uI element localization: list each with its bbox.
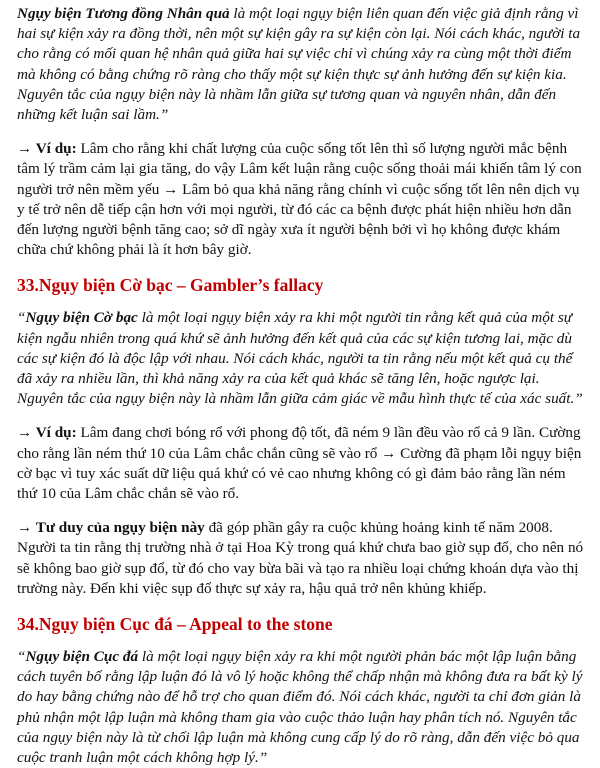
- section32-definition-text: là một loại ngụy biện liên quan đến việc giả định rằng vì hai sự kiện xảy ra đồng thời, nên một sự kiện gây ra sự kiện còn lại. Nói cách khác, người ta cho rằng có mối quan hệ nhân quả giữa hai sự việc chỉ vì chúng xảy ra cùng một thời điểm mà không có bằng chứng rõ ràng cho thấy một sự kiện thực sự ảnh hưởng đến sự kiện kia. Nguyên tắc của ngụy biện này là nhầm lẫn giữa sự tương quan và nguyên nhân, dẫn đến những kết luận sai lầm.”: [17, 5, 581, 124]
- section34-open-quote: “: [17, 648, 26, 666]
- section32-example-text: Lâm cho rằng khi chất lượng của cuộc sống tốt lên thì số lượng người mắc bệnh tâm lý trầm cảm lại gia tăng, do vậy Lâm kết luận rằng cuộc sống thoải mái khiến tâm lý con người trở nên mềm yếu → Lâm bỏ qua khả năng rằng chính vì cuộc sống tốt lên nên dịch vụ y tế trở nên dễ tiếp cận hơn với mọi người, từ đó các ca bệnh được phát hiện nhiều hơn dẫn đến lượng người bệnh tăng cao; sở dĩ ngày xưa ít người bệnh bởi vì họ không được khám chữa chứ không phải là ít hơn bây giờ.: [17, 140, 582, 259]
- section33-definition-text: là một loại ngụy biện xảy ra khi một người tin rằng kết quả của một sự kiện ngẫu nhiên trong quá khứ sẽ ảnh hưởng đến kết quả của các sự kiện tương lai, mặc dù các sự kiện đó là độc lập với nhau. Nói cách khác, người ta tin rằng nếu một kết quả cụ thể đã xảy ra nhiều lần, thì khả năng xảy ra của kết quả khác sẽ tăng lên, hoặc ngược lại. Nguyên tắc của ngụy biện này là nhầm lẫn giữa cảm giác về mẫu hình thực tế của xác suất.”: [17, 309, 583, 408]
- section32-term: Ngụy biện Tương đồng Nhân quả: [17, 5, 230, 22]
- section33-example-text: Lâm đang chơi bóng rổ với phong độ tốt, đã ném 9 lần đều vào rổ cả 9 lần. Cường cho rằng lần ném thứ 10 của Lâm chắc chắn cũng sẽ vào rổ → Cường đã phạm lỗi ngụy biện cờ bạc vì tuy xác suất dữ liệu quá khứ có vẻ cao nhưng không có gì đảm bảo rằng lần ném thứ 10 của Lâm chắc chắn sẽ vào rổ.: [17, 424, 582, 503]
- section33-realworld: [17, 518, 586, 599]
- section34-term: Ngụy biện Cục đá: [25, 648, 139, 666]
- section33-example: [17, 423, 586, 504]
- section33-heading: 33.Ngụy biện Cờ bạc – Gambler’s fallacy: [17, 275, 324, 296]
- section34-definition: [17, 647, 586, 768]
- section33-realworld-text: đã góp phần gây ra cuộc khủng hoảng kinh tế năm 2008. Người ta tin rằng thị trường nhà ở tại Hoa Kỳ trong quá khứ chưa bao giờ sụp đổ, cho nên nó sẽ không bao giờ sụp đổ, từ đó cho vay bừa bãi và tạo ra nhiều loại chứng khoán dựa vào thị trường này. Đến khi việc sụp đổ thực sự xảy ra, hậu quả trở nên khủng khiếp.: [17, 519, 584, 597]
- section32-example: [17, 139, 586, 260]
- section32-example-label: → Ví dụ:: [17, 140, 77, 158]
- section34-heading: 34.Ngụy biện Cục đá – Appeal to the stone: [17, 614, 333, 635]
- section34-definition-text: là một loại ngụy biện xảy ra khi một người phản bác một lập luận bằng cách tuyên bố rằng lập luận đó là vô lý hoặc không thể chấp nhận mà không đưa ra bất kỳ lý do hay bằng chứng nào để hỗ trợ cho quan điểm đó. Nói cách khác, người ta chỉ đơn giản là phủ nhận một lập luận mà không tham gia vào cuộc thảo luận hay phân tích nó. Nguyên tắc của ngụy biện này là từ chối lập luận mà không cung cấp lý do rõ ràng, dẫn đến việc bỏ qua cuộc tranh luận một cách không hợp lý.”: [17, 648, 583, 767]
- section33-open-quote: “: [17, 309, 26, 327]
- section33-example-label: → Ví dụ:: [17, 424, 77, 442]
- section33-realworld-label: → Tư duy của ngụy biện này: [17, 519, 205, 537]
- section33-term: Ngụy biện Cờ bạc: [25, 309, 138, 327]
- section33-definition: [17, 308, 586, 409]
- section32-definition: [17, 4, 586, 125]
